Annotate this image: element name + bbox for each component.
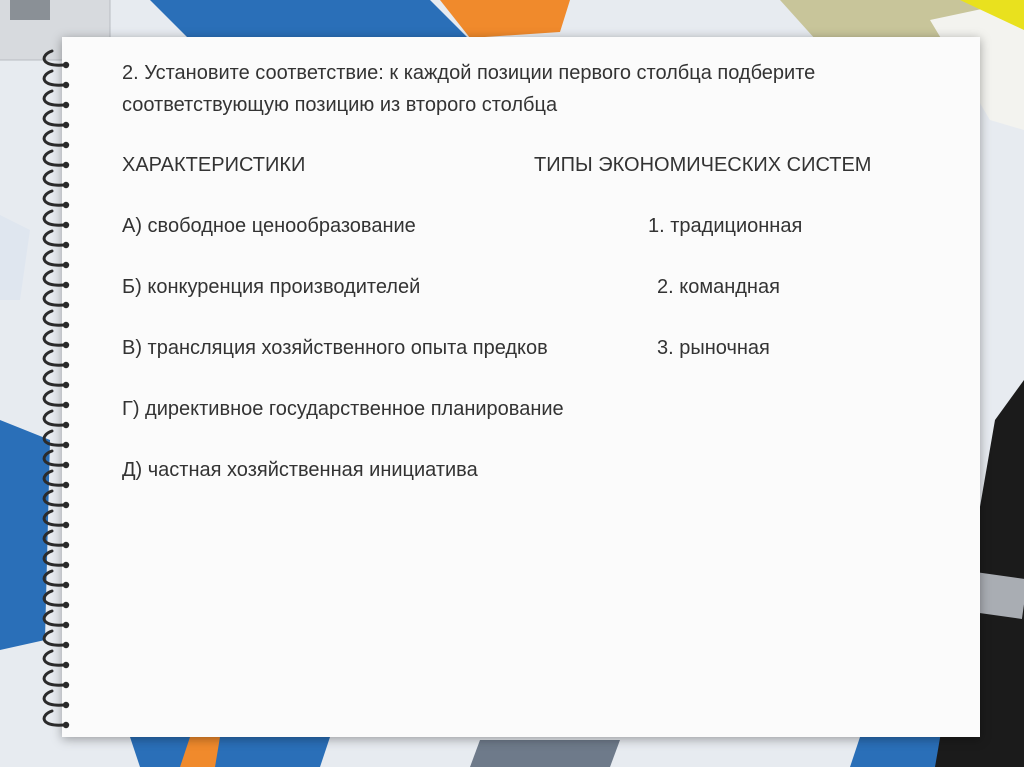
system-type-item: 1. традиционная <box>648 215 803 237</box>
question-line-2: соответствующую позицию из второго столбца <box>122 94 558 116</box>
system-type-item: 3. рыночная <box>657 337 770 359</box>
right-column-header: ТИПЫ ЭКОНОМИЧЕСКИХ СИСТЕМ <box>534 154 872 176</box>
characteristic-item: Д) частная хозяйственная инициатива <box>122 459 478 481</box>
characteristic-item: В) трансляция хозяйственного опыта предков <box>122 337 548 359</box>
left-column-header: ХАРАКТЕРИСТИКИ <box>122 154 306 176</box>
characteristic-item: Б) конкуренция производителей <box>122 276 421 298</box>
spiral-binding-icon <box>42 45 82 735</box>
characteristic-item: А) свободное ценообразование <box>122 215 416 237</box>
system-type-item: 2. командная <box>657 276 780 298</box>
notepad-sheet <box>62 37 980 737</box>
question-line-1: 2. Установите соответствие: к каждой позиции первого столбца подберите <box>122 62 816 84</box>
characteristic-item: Г) директивное государственное планирование <box>122 398 564 420</box>
